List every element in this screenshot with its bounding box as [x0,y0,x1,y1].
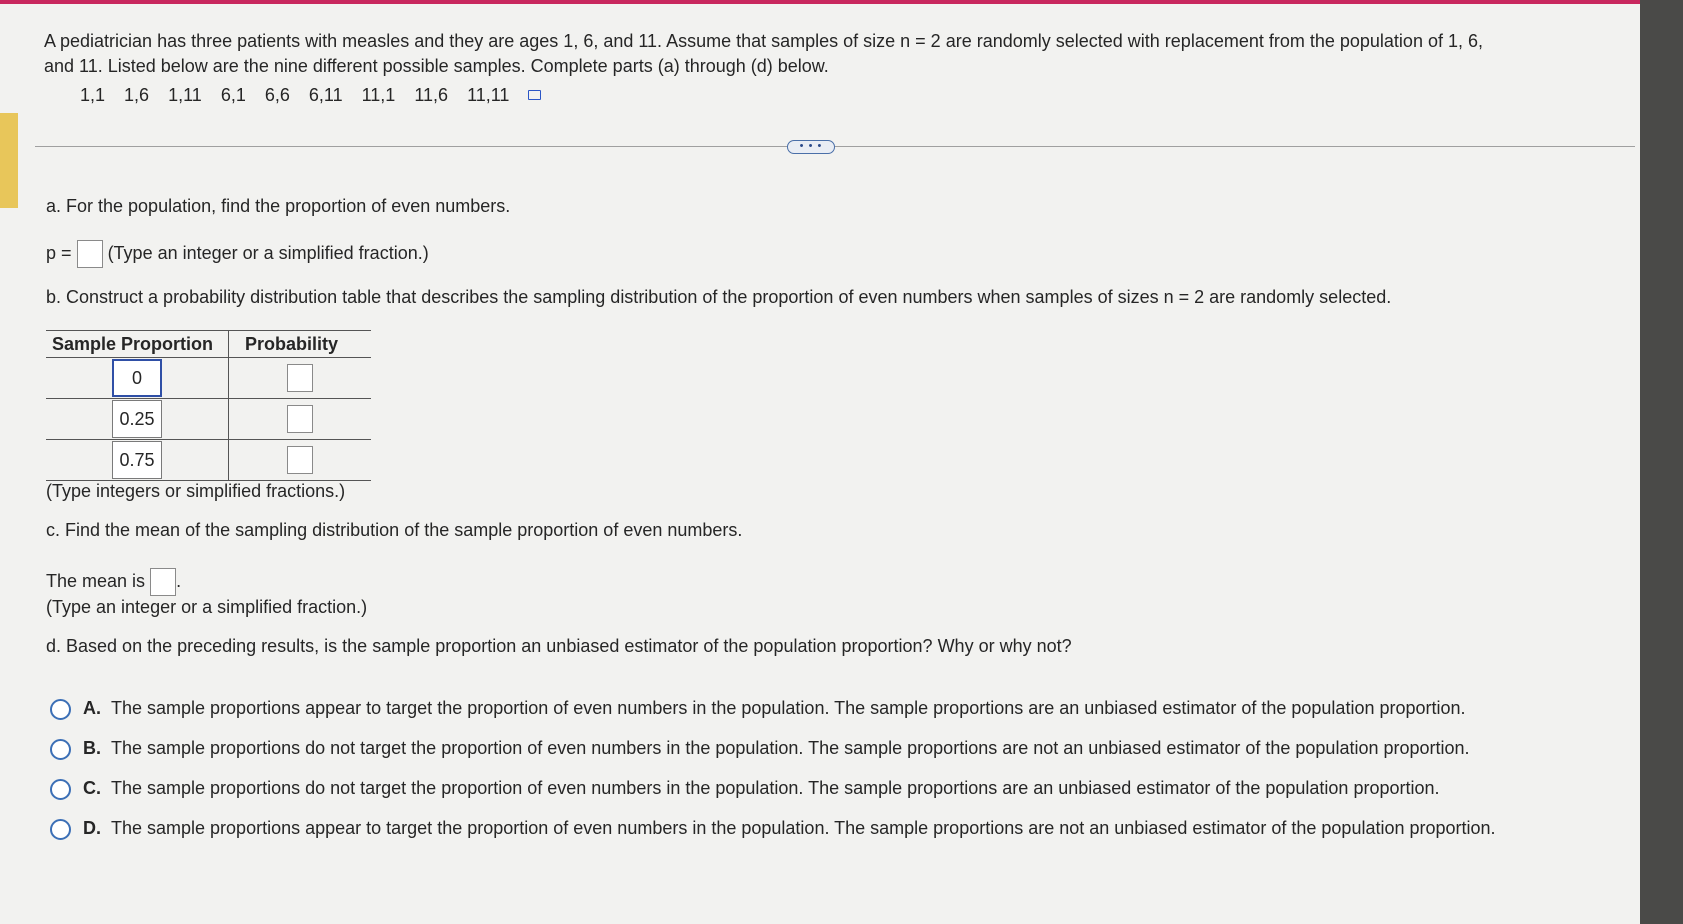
radio-button[interactable] [50,819,71,840]
intro-line-1: A pediatrician has three patients with measles and they are ages 1, 6, and 11. Assume that samples of size n = 2 are randomly selected with replacement from the population of 1, 6, [44,31,1483,51]
option-d[interactable] [50,818,1496,840]
probability-input[interactable] [287,364,313,392]
radio-button[interactable] [50,739,71,760]
part-c-answer-row [46,568,181,596]
col-header-sample-proportion: Sample Proportion [46,331,229,358]
sample-item: 6,6 [264,85,290,105]
mean-label: The mean is [46,571,146,591]
distribution-table [46,330,371,481]
part-b-hint: (Type integers or simplified fractions.) [46,481,346,501]
option-letter: B. [83,738,101,758]
table-row [46,358,371,399]
mean-period: . [176,571,182,591]
radio-button[interactable] [50,699,71,720]
option-letter: A. [83,698,101,718]
sample-item: 11,6 [414,85,449,105]
part-c-question: c. Find the mean of the sampling distribution of the sample proportion of even numbers. [46,520,743,540]
option-text: The sample proportions appear to target the proportion of even numbers in the population. The sample proportions are not an unbiased estimator of the population proportion. [111,818,1496,838]
option-text: The sample proportions appear to target the proportion of even numbers in the population. The sample proportions are an unbiased estimator of the population proportion. [111,698,1466,718]
option-c[interactable] [50,778,1440,800]
part-c-hint: (Type an integer or a simplified fraction.) [46,597,368,617]
copy-data-icon[interactable] [528,90,541,100]
question-marker [0,113,18,208]
option-letter: C. [83,778,101,798]
mean-answer-input[interactable] [150,568,176,596]
part-d-question: d. Based on the preceding results, is the sample proportion an unbiased estimator of the population proportion? Why or why not? [46,636,1072,656]
sample-proportion-input[interactable]: 0.75 [112,441,162,479]
radio-button[interactable] [50,779,71,800]
sample-proportion-input[interactable]: 0 [112,359,162,397]
part-a-answer-row [46,240,429,268]
option-letter: D. [83,818,101,838]
window-edge [1640,0,1683,924]
probability-input[interactable] [287,446,313,474]
p-answer-input[interactable] [77,240,103,268]
table-row [46,399,371,440]
col-header-probability: Probability [229,331,372,358]
sample-item: 11,1 [361,85,396,105]
option-b[interactable] [50,738,1470,760]
expand-more-button[interactable]: • • • [787,140,835,154]
sample-item: 6,1 [220,85,246,105]
sample-item: 6,11 [308,85,343,105]
option-a[interactable] [50,698,1466,720]
part-b-question: b. Construct a probability distribution table that describes the sampling distribution of the proportion of even numbers when samples of sizes n = 2 are randomly selected. [46,287,1392,307]
p-label: p = [46,243,72,263]
samples-list [80,85,555,106]
option-text: The sample proportions do not target the proportion of even numbers in the population. The sample proportions are not an unbiased estimator of the population proportion. [111,738,1470,758]
part-a-question: a. For the population, find the proportion of even numbers. [46,196,511,216]
part-a-hint: (Type an integer or a simplified fraction.) [107,243,429,263]
sample-item: 11,11 [467,85,510,105]
sample-item: 1,6 [124,85,150,105]
section-divider [35,146,1635,147]
intro-line-2: and 11. Listed below are the nine different possible samples. Complete parts (a) through (d) below. [44,56,829,76]
probability-input[interactable] [287,405,313,433]
sample-proportion-input[interactable]: 0.25 [112,400,162,438]
option-text: The sample proportions do not target the proportion of even numbers in the population. The sample proportions are an unbiased estimator of the population proportion. [111,778,1440,798]
sample-item: 1,1 [80,85,106,105]
table-row [46,440,371,481]
sample-item: 1,11 [168,85,202,105]
